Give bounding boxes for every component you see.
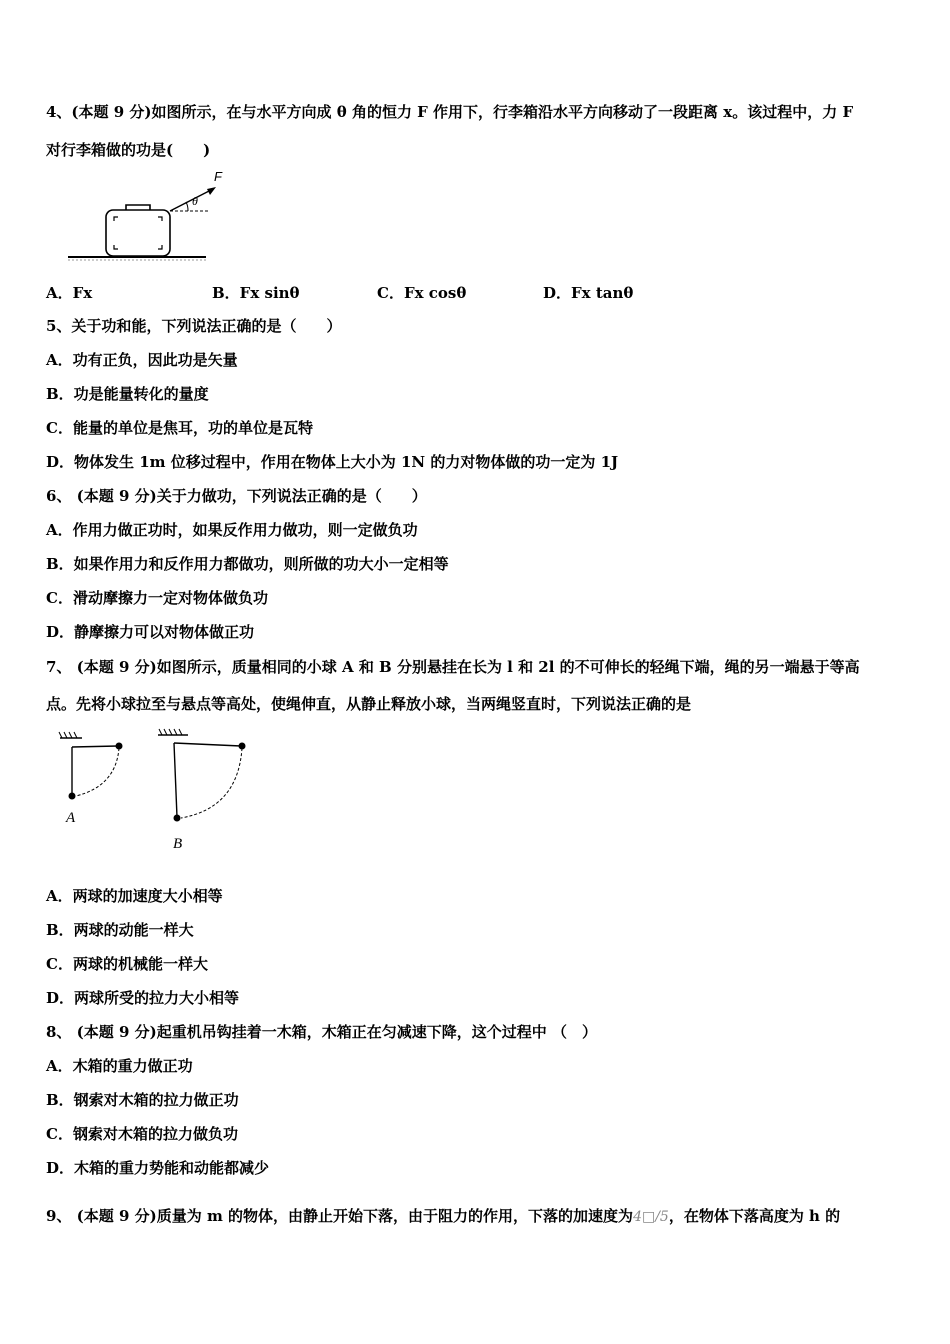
force-label: F [214, 169, 222, 184]
theta-arc [186, 202, 188, 211]
q6-stem: 6、 (本题 9 分)关于力做功，下列说法正确的是（ ） [46, 487, 427, 505]
q8-option-a: A．木箱的重力做正功 [46, 1057, 193, 1075]
q9-text-before: 9、 (本题 9 分)质量为 m 的物体，由静止开始下落，由于阻力的作用，下落的加速度为 [46, 1207, 634, 1225]
q6-option-d: D．静摩擦力可以对物体做正功 [46, 623, 255, 641]
q5-stem: 5、关于功和能，下列说法正确的是（ ） [46, 317, 342, 335]
ball-b [174, 815, 181, 822]
force-arrow-head [207, 187, 216, 195]
q7-stem-line1: 7、 (本题 9 分)如图所示，质量相同的小球 A 和 B 分别悬挂在长为 l 和 2l 的不可伸长的轻绳下端，绳的另一端悬于等高 [46, 658, 860, 676]
q4-option-c: C．Fx cosθ [377, 284, 467, 302]
q9-text-after: ，在物体下落高度为 h 的 [668, 1207, 841, 1225]
q4-option-a: A．Fx [46, 284, 93, 302]
q7-option-c: C．两球的机械能一样大 [46, 955, 208, 973]
q5-option-d: D．物体发生 1m 位移过程中，作用在物体上大小为 1N 的力对物体做的功一定为 1J [46, 453, 619, 471]
q9-stem [46, 1206, 840, 1227]
path-b [181, 748, 242, 818]
q4-stem-line1: 4、(本题 9 分)如图所示，在与水平方向成 θ 角的恒力 F 作用下，行李箱沿水平方向移动了一段距离 x。该过程中，力 F [46, 103, 854, 121]
q5-option-a: A．功有正负，因此功是矢量 [46, 351, 238, 369]
q4-option-d: D．Fx tanθ [543, 284, 634, 302]
q9-formula-image: 4□/5 [633, 1209, 669, 1225]
q6-option-b: B．如果作用力和反作用力都做功，则所做的功大小一定相等 [46, 555, 449, 573]
rope-a-horizontal [72, 746, 118, 747]
rope-b-vertical [174, 743, 177, 817]
force-arrow [170, 190, 211, 211]
theta-label: θ [192, 194, 198, 208]
q5-option-b: B．功是能量转化的量度 [46, 385, 209, 403]
q6-option-a: A．作用力做正功时，如果反作用力做功，则一定做负功 [46, 521, 418, 539]
support-b-hatch [159, 729, 182, 735]
q4-stem-line2: 对行李箱做的功是( ) [46, 141, 211, 159]
q7-option-a: A．两球的加速度大小相等 [46, 887, 223, 905]
q8-option-b: B．钢索对木箱的拉力做正功 [46, 1091, 239, 1109]
q7-option-d: D．两球所受的拉力大小相等 [46, 989, 240, 1007]
path-a [76, 748, 119, 796]
q5-option-c: C．能量的单位是焦耳，功的单位是瓦特 [46, 419, 313, 437]
label-a: A [66, 810, 76, 826]
q4-suitcase-figure [66, 165, 226, 263]
q4-option-b: B．Fx sinθ [212, 284, 300, 302]
support-a-hatch [59, 732, 77, 738]
q8-option-d: D．木箱的重力势能和动能都减少 [46, 1159, 270, 1177]
q7-stem-line2: 点。先将小球拉至与悬点等高处，使绳伸直，从静止释放小球，当两绳竖直时，下列说法正确的是 [46, 695, 692, 713]
q7-option-b: B．两球的动能一样大 [46, 921, 194, 939]
q7-pendulum-figure [56, 726, 256, 856]
q8-stem: 8、 (本题 9 分)起重机吊钩挂着一木箱，木箱正在匀减速下降，这个过程中 （ ） [46, 1023, 597, 1041]
ball-a [69, 793, 76, 800]
rope-b-horizontal [174, 743, 241, 746]
label-b: B [173, 836, 183, 852]
q6-option-c: C．滑动摩擦力一定对物体做负功 [46, 589, 268, 607]
q8-option-c: C．钢索对木箱的拉力做负功 [46, 1125, 238, 1143]
